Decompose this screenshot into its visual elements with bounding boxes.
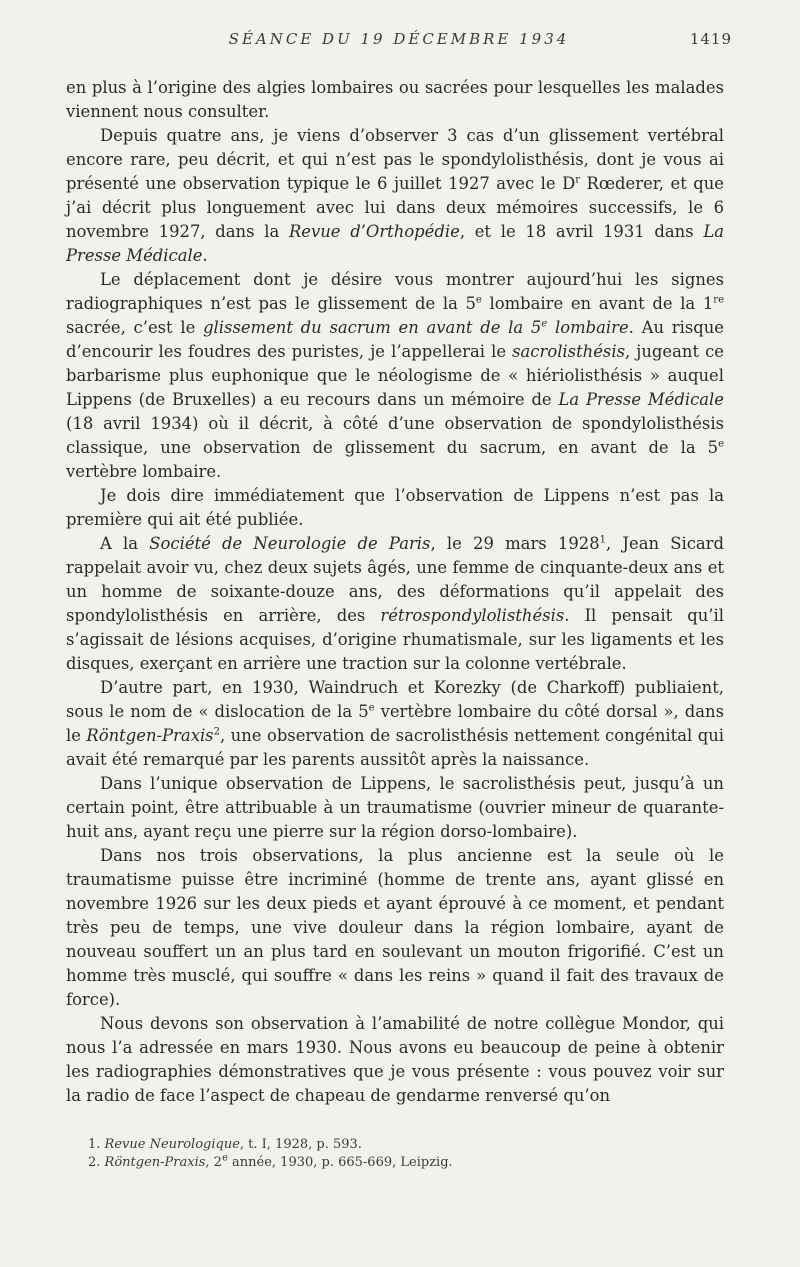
italic-superscript: e: [541, 318, 548, 330]
text-run: , t. I, 1928, p. 593.: [239, 1137, 362, 1152]
body-text: [66, 76, 724, 1108]
paragraph-7: Dans l’unique observation de Lippens, le sacrolisthésis peut, jusqu’à un certain point, être attribuable à un traumatisme (ouvrier mineur de quarante-huit ans, ayant reçu une pierre sur la région dorso-lombaire).: [66, 774, 724, 841]
text-run: . Au risque d’encourir les foudres des puristes, je l’appellerai le: [66, 318, 724, 361]
journal-title: Röntgen-Praxis: [86, 726, 214, 745]
superscript: e: [221, 1152, 228, 1164]
society-name: Société de Neurologie de Paris: [149, 534, 431, 553]
journal-title: Revue Neurologique: [104, 1137, 240, 1152]
footnote-ref: 1: [599, 534, 606, 546]
text-run: Le déplacement dont je désire vous montrer aujourd’hui les signes radiographiques n’est pas le glissement de la 5: [66, 270, 724, 313]
footnote-2: [88, 1154, 708, 1172]
page-header: [66, 30, 732, 54]
superscript: r: [575, 174, 581, 186]
footnote-number: 2.: [88, 1155, 105, 1170]
text-run: , et le 18 avril 1931 dans: [459, 222, 704, 241]
superscript: e: [368, 702, 375, 714]
superscript: e: [718, 438, 724, 450]
italic-term: glissement du sacrum en avant de la 5: [203, 318, 542, 337]
text-run: lombaire en avant de la 1: [481, 294, 714, 313]
text-run: . Il pensait qu’il s’agissait de lésions acquises, d’origine rhumatismale, sur les ligaments et les disques, exerçant en arrière une traction sur la colonne vertébrale.: [66, 606, 725, 673]
paragraph-2: [66, 124, 724, 268]
italic-term: rétrospondylolisthésis: [380, 606, 565, 625]
text-run: année, 1930, p. 665-669, Leipzig.: [227, 1155, 453, 1170]
text-run: Depuis quatre ans, je viens d’observer 3 cas d’un glissement vertébral encore rare, peu décrit, et qui n’est pas le spondylolisthésis, dont je vous ai présenté une observation typique le 6 juillet 1927 avec le D: [66, 126, 724, 193]
running-head: SÉANCE DU 19 DÉCEMBRE 1934: [228, 30, 570, 48]
paragraph-4: Je dois dire immédiatement que l’observation de Lippens n’est pas la première qui ait été publiée.: [66, 486, 724, 529]
text-run: sacrée, c’est le: [66, 318, 204, 337]
text-run: vertèbre lombaire.: [66, 462, 222, 481]
text-run: , le 29 mars 1928: [430, 534, 600, 553]
footnotes: [88, 1136, 708, 1172]
text-run: , Jean Sicard rappelait avoir vu, chez deux sujets âgés, une femme de cinquante-deux ans et un homme de soixante-douze ans, des déformations qu’il appelait des spondylolisthésis en arrière, des: [66, 534, 724, 625]
journal-title: La Presse Médicale: [66, 222, 724, 265]
text-run: vertèbre lombaire du côté dorsal », dans le: [66, 702, 725, 745]
italic-term: lombaire: [547, 318, 629, 337]
page-number: 1419: [689, 30, 732, 48]
footnote-number: 1.: [88, 1137, 105, 1152]
text-run: D’autre part, en 1930, Waindruch et Korezky (de Charkoff) publiaient, sous le nom de « dislocation de la 5: [66, 678, 724, 721]
journal-title: Revue d’Orthopédie: [288, 222, 460, 241]
text-run: .: [202, 246, 208, 265]
paragraph-3: [66, 268, 724, 484]
paragraph-9: Nous devons son observation à l’amabilité de notre collègue Mondor, qui nous l’a adressée en mars 1930. Nous avons eu beaucoup de peine à obtenir les radiographies démonstratives que je vous présente : vous pouvez voir sur la radio de face l’aspect de chapeau de gendarme renversé qu’on: [66, 1014, 724, 1105]
footnote-1: [88, 1136, 708, 1154]
text-run: A la: [100, 534, 150, 553]
journal-title: La Presse Médicale: [558, 390, 724, 409]
italic-term: sacrolisthésis: [512, 342, 625, 361]
text-run: , jugeant ce barbarisme plus euphonique que le néologisme de « hiériolisthésis » auquel Lippens (de Bruxelles) a eu recours dans un mémoire de: [66, 342, 724, 409]
superscript: e: [475, 294, 482, 306]
paragraph-6: [66, 676, 724, 772]
text-run: , 2: [205, 1155, 222, 1170]
superscript: re: [713, 294, 724, 306]
text-run: (18 avril 1934) où il décrit, à côté d’une observation de spondylolisthésis classique, une observation de glissement du sacrum, en avant de la 5: [66, 414, 724, 457]
footnote-ref: 2: [213, 726, 220, 738]
text-run: , une observation de sacrolisthésis nettement congénital qui avait été remarqué par les parents aussitôt après la naissance.: [66, 726, 724, 769]
paragraph-1: en plus à l’origine des algies lombaires ou sacrées pour lesquelles les malades viennent nous consulter.: [66, 78, 724, 121]
text-run: Rœderer, et que j’ai décrit plus longuement avec lui dans deux mémoires successifs, le 6 novembre 1927, dans la: [66, 174, 725, 241]
journal-title: Röntgen-Praxis: [104, 1155, 206, 1170]
paragraph-5: [66, 532, 724, 676]
paragraph-8: Dans nos trois observations, la plus ancienne est la seule où le traumatisme puisse être incriminé (homme de trente ans, ayant glissé en novembre 1926 sur les deux pieds et ayant éprouvé à ce moment, et pendant très peu de temps, une vive douleur dans la région lombaire, ayant de nouveau souffert un an plus tard en soulevant un mouton frigorifié. C’est un homme très musclé, qui souffre « dans les reins » quand il fait des travaux de force).: [66, 846, 724, 1009]
